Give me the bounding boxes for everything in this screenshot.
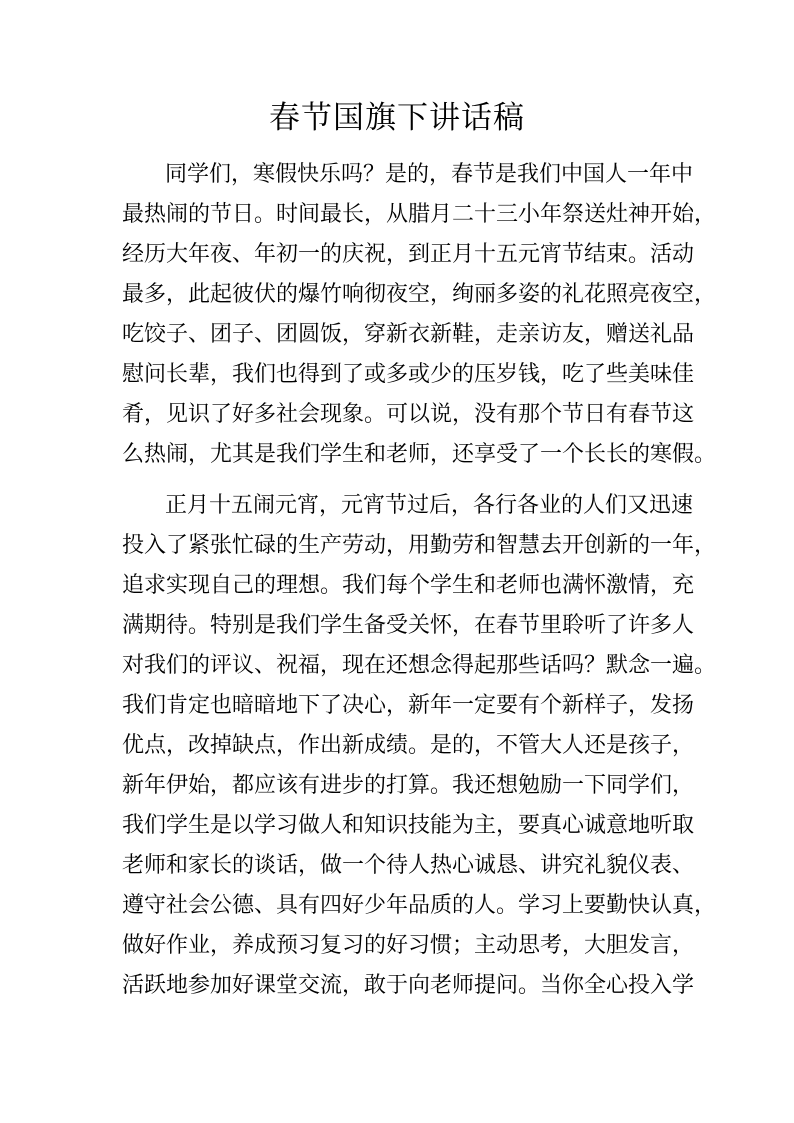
- paragraph-2-line-13: 活跃地参加好课堂交流，敢于向老师提问。当你全心投入学: [122, 973, 695, 998]
- paragraph-2-line-8: 新年伊始，都应该有进步的打算。我还想勉励一下同学们，: [122, 773, 695, 798]
- paragraph-2-line-5: 对我们的评议、祝福，现在还想念得起那些话吗？默念一遍。: [122, 653, 717, 678]
- paragraph-2-line-10: 老师和家长的谈话，做一个待人热心诚恳、讲究礼貌仪表、: [122, 853, 695, 878]
- paragraph-2-line-3: 追求实现自己的理想。我们每个学生和老师也满怀激情，充: [122, 573, 695, 598]
- paragraph-1-line-6: 慰问长辈，我们也得到了或多或少的压岁钱，吃了些美味佳: [122, 362, 695, 387]
- paragraph-1-line-2: 最热闹的节日。时间最长，从腊月二十三小年祭送灶神开始，: [122, 202, 717, 227]
- document-title: 春节国旗下讲话稿: [269, 100, 525, 136]
- paragraph-1-line-8: 么热闹，尤其是我们学生和老师，还享受了一个长长的寒假。: [122, 442, 717, 467]
- paragraph-2-line-6: 我们肯定也暗暗地下了决心，新年一定要有个新样子，发扬: [122, 693, 695, 718]
- paragraph-1-line-1: 同学们，寒假快乐吗？是的，春节是我们中国人一年中: [165, 162, 694, 187]
- paragraph-2-line-7: 优点，改掉缺点，作出新成绩。是的，不管大人还是孩子，: [122, 733, 695, 758]
- paragraph-2-line-12: 做好作业，养成预习复习的好习惯；主动思考，大胆发言，: [122, 933, 695, 958]
- paragraph-2-line-2: 投入了紧张忙碌的生产劳动，用勤劳和智慧去开创新的一年，: [122, 533, 717, 558]
- paragraph-2-line-11: 遵守社会公德、具有四好少年品质的人。学习上要勤快认真，: [122, 893, 717, 918]
- paragraph-1-line-5: 吃饺子、团子、团圆饭，穿新衣新鞋，走亲访友，赠送礼品: [122, 322, 695, 347]
- paragraph-2-line-1: 正月十五闹元宵，元宵节过后，各行各业的人们又迅速: [165, 493, 694, 518]
- paragraph-1-line-3: 经历大年夜、年初一的庆祝，到正月十五元宵节结束。活动: [122, 242, 695, 267]
- paragraph-2-line-4: 满期待。特别是我们学生备受关怀，在春节里聆听了许多人: [122, 613, 695, 638]
- paragraph-1-line-7: 肴，见识了好多社会现象。可以说，没有那个节日有春节这: [122, 402, 695, 427]
- paragraph-2-line-9: 我们学生是以学习做人和知识技能为主，要真心诚意地听取: [122, 813, 695, 838]
- paragraph-1-line-4: 最多，此起彼伏的爆竹响彻夜空，绚丽多姿的礼花照亮夜空，: [122, 282, 717, 307]
